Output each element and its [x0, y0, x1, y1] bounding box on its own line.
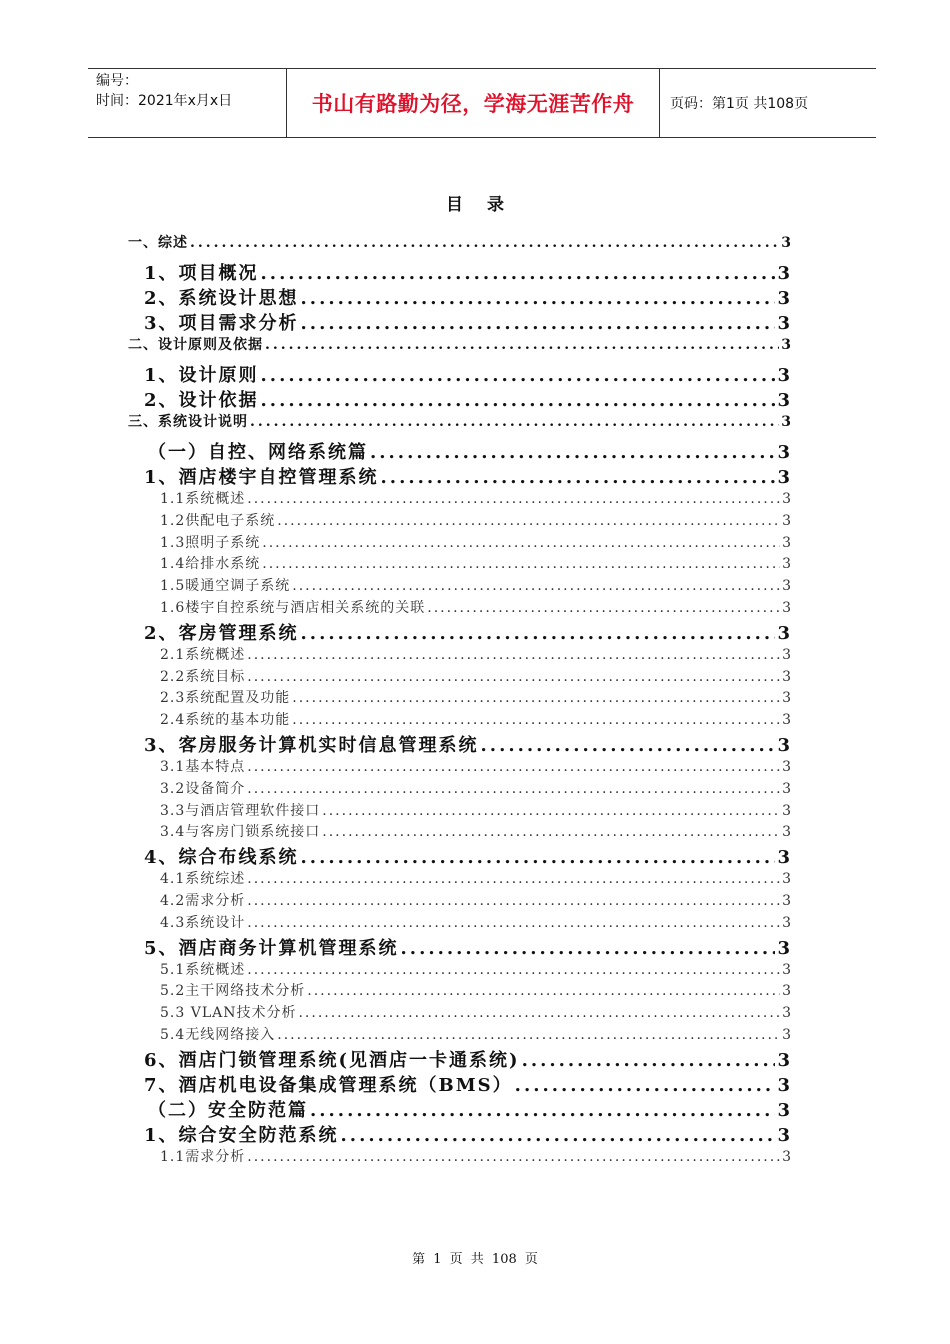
toc-entry[interactable]	[128, 361, 792, 386]
toc-entry-title: 2、客房管理系统	[144, 622, 299, 644]
toc-entry[interactable]	[128, 709, 792, 731]
toc-entry-title: 1、酒店楼宇自控管理系统	[144, 467, 379, 488]
toc-entry-title: 4.2需求分析	[160, 892, 246, 909]
toc-entry-page: 3	[777, 263, 792, 284]
toc-leader-dots	[301, 288, 776, 309]
toc-entry-title: 2、设计依据	[144, 390, 259, 411]
toc-leader-dots	[247, 962, 780, 978]
toc-entry[interactable]	[128, 532, 792, 554]
toc-title: 目录	[446, 195, 528, 215]
toc-entry[interactable]	[128, 912, 792, 934]
toc-entry-page: 3	[781, 337, 792, 353]
toc-leader-dots	[307, 983, 780, 999]
toc-entry-title: 1.1需求分析	[160, 1148, 246, 1165]
toc-entry-page: 3	[777, 467, 792, 488]
toc-entry[interactable]	[128, 821, 792, 843]
toc-entry[interactable]	[128, 597, 792, 619]
toc-leader-dots	[262, 535, 780, 551]
toc-entry-page: 3	[782, 556, 792, 573]
toc-entry-title: 2.3系统配置及功能	[160, 690, 291, 707]
toc-entry-page: 3	[782, 983, 792, 1000]
toc-entry-title: 2.1系统概述	[160, 646, 246, 663]
toc-leader-dots	[261, 365, 776, 386]
toc-entry[interactable]	[128, 309, 792, 334]
toc-entry-page: 3	[777, 442, 792, 463]
toc-entry[interactable]	[128, 1071, 792, 1096]
toc-entry-page: 3	[777, 847, 792, 869]
toc-leader-dots	[301, 623, 776, 644]
toc-leader-dots	[247, 647, 780, 663]
toc-entry-page: 3	[782, 668, 792, 685]
toc-entry-page: 3	[781, 414, 792, 430]
toc-entry[interactable]	[128, 756, 792, 778]
toc-entry-title: 5.1系统概述	[160, 961, 246, 978]
toc-leader-dots	[401, 938, 776, 959]
toc-entry[interactable]	[128, 644, 792, 666]
toc-leader-dots	[370, 442, 775, 463]
toc-entry[interactable]	[128, 1002, 792, 1024]
toc-entry-page: 3	[782, 578, 792, 595]
toc-leader-dots	[322, 824, 780, 840]
toc-entry[interactable]	[128, 666, 792, 688]
toc-entry-page: 3	[777, 313, 792, 334]
toc-entry-page: 3	[777, 288, 792, 309]
toc-entry[interactable]	[128, 980, 792, 1002]
toc-entry-page: 3	[782, 802, 792, 819]
toc-entry[interactable]	[128, 959, 792, 981]
toc-entry-page: 3	[777, 1049, 792, 1071]
toc-leader-dots	[427, 600, 780, 616]
toc-entry-page: 3	[782, 961, 792, 978]
toc-entry-page: 3	[782, 892, 792, 909]
toc-entry[interactable]	[128, 1121, 792, 1146]
toc-leader-dots	[247, 915, 780, 931]
toc-entry-title: 5、酒店商务计算机管理系统	[144, 937, 399, 959]
toc-entry-title: 6、酒店门锁管理系统(见酒店一卡通系统)	[144, 1049, 520, 1071]
toc-entry[interactable]	[128, 438, 792, 463]
toc-entry[interactable]	[128, 232, 792, 259]
toc-leader-dots	[292, 712, 780, 728]
toc-entry-page: 3	[782, 824, 792, 841]
toc-entry[interactable]	[128, 259, 792, 284]
toc-leader-dots	[247, 1149, 780, 1165]
toc-entry-title: 3.4与客房门锁系统接口	[160, 824, 321, 841]
toc-entry[interactable]	[128, 1024, 792, 1046]
toc-entry[interactable]	[128, 463, 792, 488]
toc-entry-page: 3	[782, 712, 792, 729]
motto-text: 书山有路勤为径，学海无涯苦作舟	[311, 92, 635, 116]
toc-entry-title: 1.5暖通空调子系统	[160, 578, 291, 595]
toc-entry-page: 3	[782, 1026, 792, 1043]
toc-leader-dots	[298, 1005, 780, 1021]
toc-entry[interactable]	[128, 868, 792, 890]
page-info-text: 页码：第1页 共108页	[670, 96, 809, 112]
toc-entry[interactable]	[128, 934, 792, 959]
toc-entry[interactable]	[128, 411, 792, 438]
toc-leader-dots	[247, 759, 780, 775]
toc-leader-dots	[190, 235, 779, 251]
toc-leader-dots	[515, 1075, 776, 1096]
toc-entry[interactable]	[128, 575, 792, 597]
toc-entry-title: 2、系统设计思想	[144, 288, 299, 309]
toc-leader-dots	[381, 467, 776, 488]
toc-entry-page: 3	[782, 914, 792, 931]
toc-entry-title: （二）安全防范篇	[148, 1099, 308, 1121]
toc-entry-title: 3.2设备简介	[160, 780, 246, 797]
toc-entry-title: 1、综合安全防范系统	[144, 1124, 339, 1146]
toc-entry[interactable]	[128, 553, 792, 575]
toc-entry-page: 3	[777, 1099, 792, 1121]
toc-leader-dots	[292, 578, 780, 594]
toc-entry-page: 3	[782, 1148, 792, 1165]
toc-leader-dots	[522, 1050, 776, 1071]
toc-entry-title: 1.3照明子系统	[160, 534, 261, 551]
toc-entry[interactable]	[128, 386, 792, 411]
toc-entry[interactable]	[128, 1096, 792, 1121]
header-page-info	[660, 69, 876, 137]
table-of-contents	[128, 232, 792, 1168]
toc-entry-title: 7、酒店机电设备集成管理系统（BMS）	[144, 1074, 513, 1096]
header-motto	[286, 69, 660, 137]
toc-entry-title: 1.1系统概述	[160, 491, 246, 507]
toc-entry-title: 3、客房服务计算机实时信息管理系统	[144, 734, 479, 756]
toc-entry[interactable]	[128, 1046, 792, 1071]
toc-entry-title: 4.3系统设计	[160, 914, 246, 931]
toc-leader-dots	[261, 390, 776, 411]
toc-entry-page: 3	[782, 491, 792, 507]
toc-entry[interactable]	[128, 510, 792, 532]
toc-leader-dots	[341, 1125, 776, 1146]
page-header	[88, 68, 876, 138]
toc-entry-page: 3	[777, 1074, 792, 1096]
toc-leader-dots	[277, 513, 780, 529]
toc-leader-dots	[262, 556, 780, 572]
toc-entry-page: 3	[777, 937, 792, 959]
toc-entry[interactable]	[128, 1146, 792, 1168]
toc-entry-title: 5.4无线网络接入	[160, 1026, 276, 1043]
toc-entry-page: 3	[782, 512, 792, 529]
toc-entry-title: 4.1系统综述	[160, 871, 246, 888]
toc-leader-dots	[250, 414, 779, 430]
page-footer: 第 1 页 共 108 页	[412, 1252, 538, 1267]
toc-entry-page: 3	[782, 646, 792, 663]
toc-entry-title: 1.2供配电子系统	[160, 512, 276, 529]
toc-entry-title: （一）自控、网络系统篇	[148, 442, 368, 463]
toc-entry-page: 3	[777, 390, 792, 411]
toc-entry-page: 3	[782, 758, 792, 775]
toc-entry-page: 3	[777, 365, 792, 386]
toc-leader-dots	[247, 781, 780, 797]
toc-entry-title: 1.4给排水系统	[160, 556, 261, 573]
toc-leader-dots	[247, 871, 780, 887]
toc-entry-page: 3	[782, 780, 792, 797]
toc-entry-title: 2.2系统目标	[160, 668, 246, 685]
toc-leader-dots	[301, 847, 776, 868]
toc-leader-dots	[301, 313, 776, 334]
toc-entry-page: 3	[782, 871, 792, 888]
document-number-label: 编号：	[96, 73, 138, 89]
toc-leader-dots	[322, 803, 780, 819]
toc-entry-page: 3	[782, 534, 792, 551]
toc-leader-dots	[292, 690, 780, 706]
toc-leader-dots	[261, 263, 776, 284]
header-meta	[88, 69, 286, 137]
toc-entry[interactable]	[128, 488, 792, 510]
toc-entry-title: 1、设计原则	[144, 365, 259, 386]
toc-entry[interactable]	[128, 619, 792, 644]
toc-entry-page: 3	[777, 734, 792, 756]
toc-entry-title: 一、综述	[128, 235, 188, 251]
toc-entry-title: 1、项目概况	[144, 263, 259, 284]
toc-entry-title: 3.1基本特点	[160, 758, 246, 775]
toc-entry[interactable]	[128, 890, 792, 912]
toc-leader-dots	[265, 337, 779, 353]
toc-entry-title: 二、设计原则及依据	[128, 337, 263, 353]
toc-entry-page: 3	[782, 1005, 792, 1022]
toc-entry-page: 3	[777, 1124, 792, 1146]
toc-leader-dots	[247, 669, 780, 685]
toc-leader-dots	[277, 1027, 780, 1043]
toc-entry[interactable]	[128, 687, 792, 709]
toc-entry-title: 5.2主干网络技术分析	[160, 983, 306, 1000]
toc-entry-title: 3.3与酒店管理软件接口	[160, 802, 321, 819]
toc-entry-title: 三、系统设计说明	[128, 414, 248, 430]
toc-entry-page: 3	[782, 690, 792, 707]
toc-entry-page: 3	[781, 235, 792, 251]
toc-entry-title: 1.6楼宇自控系统与酒店相关系统的关联	[160, 599, 426, 616]
toc-leader-dots	[481, 735, 776, 756]
toc-entry[interactable]	[128, 843, 792, 868]
toc-entry[interactable]	[128, 334, 792, 361]
toc-entry[interactable]	[128, 284, 792, 309]
toc-entry[interactable]	[128, 731, 792, 756]
toc-entry-title: 2.4系统的基本功能	[160, 712, 291, 729]
toc-entry-title: 3、项目需求分析	[144, 313, 299, 334]
document-time: 时间：2021年x月x日	[96, 93, 233, 109]
toc-entry-title: 4、综合布线系统	[144, 847, 299, 869]
toc-leader-dots	[247, 893, 780, 909]
toc-entry-page: 3	[777, 622, 792, 644]
toc-leader-dots	[247, 491, 780, 507]
toc-entry-title: 5.3 VLAN技术分析	[160, 1005, 297, 1022]
toc-entry[interactable]	[128, 778, 792, 800]
toc-entry[interactable]	[128, 800, 792, 822]
toc-entry-page: 3	[782, 599, 792, 616]
toc-leader-dots	[310, 1100, 775, 1121]
